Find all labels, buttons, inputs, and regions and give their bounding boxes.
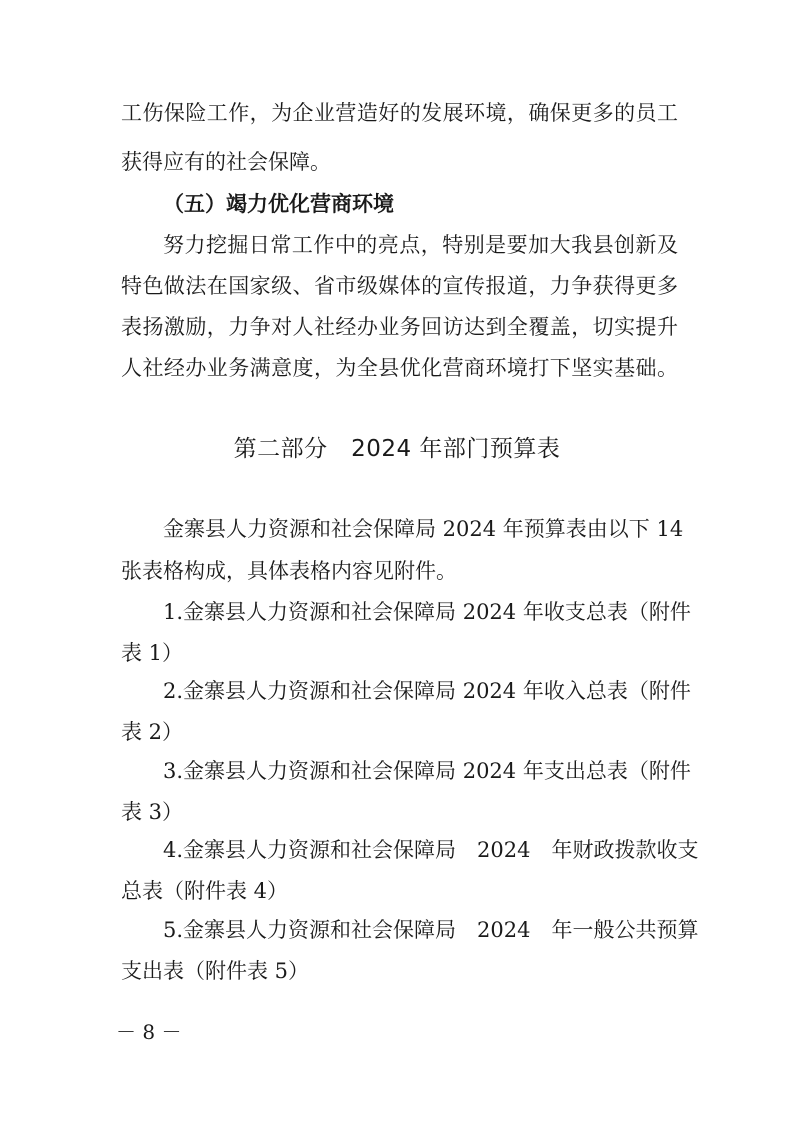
section-title: 第二部分 2024 年部门预算表	[233, 436, 561, 462]
page-number: － 8 －	[116, 1020, 182, 1044]
intro-text-line: 金寨县人力资源和社会保障局 2024 年预算表由以下 14	[163, 517, 684, 541]
list-item-line: 总表（附件表 4）	[121, 879, 289, 903]
intro-text-line: 张表格构成，具体表格内容见附件。	[121, 559, 457, 583]
list-item-line: 表 3）	[121, 800, 184, 824]
list-item-line: 1.金寨县人力资源和社会保障局 2024 年收支总表（附件	[163, 600, 691, 624]
list-item-line: 表 2）	[121, 720, 184, 744]
body-text-line: 工伤保险工作，为企业营造好的发展环境，确保更多的员工	[121, 101, 678, 125]
body-text-line: 人社经办业务满意度，为全县优化营商环境打下坚实基础。	[121, 356, 678, 380]
list-item-line: 3.金寨县人力资源和社会保障局 2024 年支出总表（附件	[163, 759, 691, 783]
body-text-line: 表扬激励，力争对人社经办业务回访达到全覆盖，切实提升	[121, 315, 678, 339]
subsection-heading: （五）竭力优化营商环境	[163, 192, 394, 216]
list-item-line: 支出表（附件表 5）	[121, 959, 310, 983]
body-text-line: 特色做法在国家级、省市级媒体的宣传报道，力争获得更多	[121, 274, 678, 298]
list-item-line: 2.金寨县人力资源和社会保障局 2024 年收入总表（附件	[163, 679, 691, 703]
body-text-line: 获得应有的社会保障。	[121, 150, 331, 174]
list-item-line: 5.金寨县人力资源和社会保障局 2024 年一般公共预算	[163, 918, 699, 942]
list-item-line: 表 1）	[121, 641, 184, 665]
body-text-line: 努力挖掘日常工作中的亮点，特别是要加大我县创新及	[163, 233, 678, 257]
list-item-line: 4.金寨县人力资源和社会保障局 2024 年财政拨款收支	[163, 838, 699, 862]
